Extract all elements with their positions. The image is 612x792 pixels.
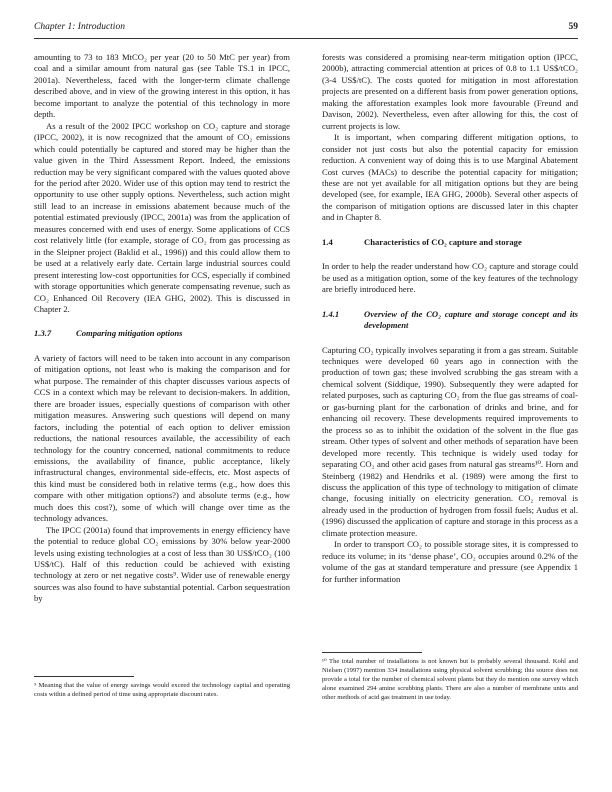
page-number: 59 (568, 22, 578, 32)
section-heading-1-4-1 (322, 309, 578, 332)
paragraph: amounting to 73 to 183 MtCO₂ per year (20 to 50 MtC per year) from coal and a similar amount from natural gas (see Table TS.1 in IPCC, 2001a). Nevertheless, faced with the longer-term climate challenge described above, and in view of the growing interest in this option, it has become important to analyze the potential of this technology in more depth. (34, 52, 290, 120)
right-column (322, 52, 578, 585)
footnote-rule (34, 676, 134, 677)
section-heading-1-4 (322, 237, 578, 248)
heading-number: 1.3.7 (34, 328, 52, 339)
paragraph: The IPCC (2001a) found that improvements in energy efficiency have the potential to reduce global CO₂ emissions by 30% below year-2000 levels using existing technologies at a cost of less than 30 US$/tCO₂ (100 US$/tC). Half of this reduction could be achieved with existing technology at zero or net negative costs⁹. Wider use of renewable energy sources was also found to have substantial potential. Carbon sequestration by (34, 524, 290, 604)
heading-title: Comparing mitigation options (76, 328, 183, 339)
paragraph: forests was considered a promising near-term mitigation option (IPCC, 2000b), attracting commercial attention at prices of 0.8 to 1.1 US$/tCO₂ (3-4 US$/tC). The costs quoted for mitigation in most afforestation projects are presented on a different basis from power generation options, making the afforestation examples look more favourable (Freund and Davison, 2002). Nevertheless, even after allowing for this, the cost of current projects is low. (322, 52, 578, 131)
header-rule (34, 38, 578, 39)
paragraph: In order to help the reader understand how CO₂ capture and storage could be used as a mitigation option, some of the key features of the technology are briefly introduced here. (322, 261, 578, 295)
paragraph: It is important, when comparing different mitigation options, to consider not just costs but also the potential capacity for emission reduction. A convenient way of doing this is to use Marginal Abatement Cost curves (MACs) to describe the potential capacity for mitigation; these are not yet available for all mitigation options but they are being developed (see, for example, IEA GHG, 2000b). Several other aspects of the comparison of mitigation options are discussed later in this chapter and in Chapter 8. (322, 132, 578, 223)
paragraph: Capturing CO₂ typically involves separating it from a gas stream. Suitable techniques were developed 60 years ago in connection with the production of town gas; these involved scrubbing the gas stream with a chemical solvent (Siddique, 1990). Subsequently they were adapted for related purposes, such as capturing CO₂ from the flue gas streams of coal- or gas-burning plant for the carbonation of drinks and brine, and for enhancing oil recovery. These developments required improvements to the process so as to inhibit the oxidation of the solvent in the flue gas stream. Other types of solvent and other methods of separation have been developed more recently. This technique is widely used today for separating CO₂ and other acid gases from natural gas streams¹⁰. Horn and Steinberg (1982) and Hendriks et al. (1989) were among the first to discuss the application of this type of technology to mitigation of climate change, focusing initially on electricity generation. CO₂ removal is already used in the production of hydrogen from fossil fuels; Audus et al. (1996) discussed the application of capture and storage in this process as a climate protection measure. (322, 344, 578, 538)
heading-number: 1.4 (322, 236, 333, 247)
paragraph: A variety of factors will need to be taken into account in any comparison of mitigation options, not least who is making the comparison and for what purpose. The remainder of this chapter discusses various aspects of CCS in a context which may be relevant to decision-makers. In addition, there are broader issues, especially questions of comparison with other mitigation measures. Answering such questions will depend on many factors, including the potential of each option to deliver emission reductions, the national resources available, the accessibility of each technology for the country concerned, national commitments to reduce emissions, the availability of finance, public acceptance, likely infrastructural changes, environmental side-effects, etc. Most aspects of this kind must be considered both in relative terms (e.g., how does this compare with other mitigation options?) and absolute terms (e.g., how much does this cost?), some of which will change over time as the technology advances. (34, 352, 290, 524)
section-heading-1-3-7 (34, 328, 290, 339)
footnote-rule (322, 652, 422, 653)
heading-title: Characteristics of CO₂ capture and storage (364, 236, 522, 247)
footnote-9: ⁹ Meaning that the value of energy savings would exceed the technology capital and operating costs within a defined period of time using appropriate discount rates. (34, 682, 290, 698)
left-column (34, 52, 290, 605)
chapter-title: Chapter 1: Introduction (34, 22, 125, 32)
heading-number: 1.4.1 (322, 308, 340, 319)
paragraph: As a result of the 2002 IPCC workshop on CO₂ capture and storage (IPCC, 2002), it is now recognized that the amount of CO₂ emissions which could potentially be captured and stored may be higher than the value given in the Third Assessment Report. Indeed, the emissions reduction may be very significant compared with the values quoted above for the period after 2020. Wider use of this option may tend to restrict the opportunity to use other supply options. Nevertheless, such action might still lead to an increase in emissions abatement because much of the potential estimated previously (IPCC, 2001a) was from the application of measures concerned with end uses of energy. Some applications of CCS cost relatively little (for example, storage of CO₂ from gas processing as in the Sleipner project (Baklid et al., 1996)) and this could allow them to be used at a relatively early date. Certain large industrial sources could present interesting low-cost opportunities for CCS, especially if combined with storage opportunities which generate compensating revenue, such as CO₂ Enhanced Oil Recovery (IEA GHG, 2002). This is discussed in Chapter 2. (34, 120, 290, 314)
heading-title: Overview of the CO₂ capture and storage concept and its development (364, 308, 578, 331)
paragraph: In order to transport CO₂ to possible storage sites, it is compressed to reduce its volume; in its ‘dense phase’, CO₂ occupies around 0.2% of the volume of the gas at standard temperature and pressure (see Appendix 1 for further information (322, 539, 578, 584)
running-header (34, 22, 578, 36)
footnote-10: ¹⁰ The total number of installations is not known but is probably several thousand. Kohl and Nielsen (1997) mention 334 installations using physical solvent scrubbing; this source does not provide a total for the number of chemical solvent plants but they do mention one survey which alone examined 294 amine scrubbing plants. There are also a number of membrane units and other methods of acid gas treatment in use today. (322, 658, 578, 701)
